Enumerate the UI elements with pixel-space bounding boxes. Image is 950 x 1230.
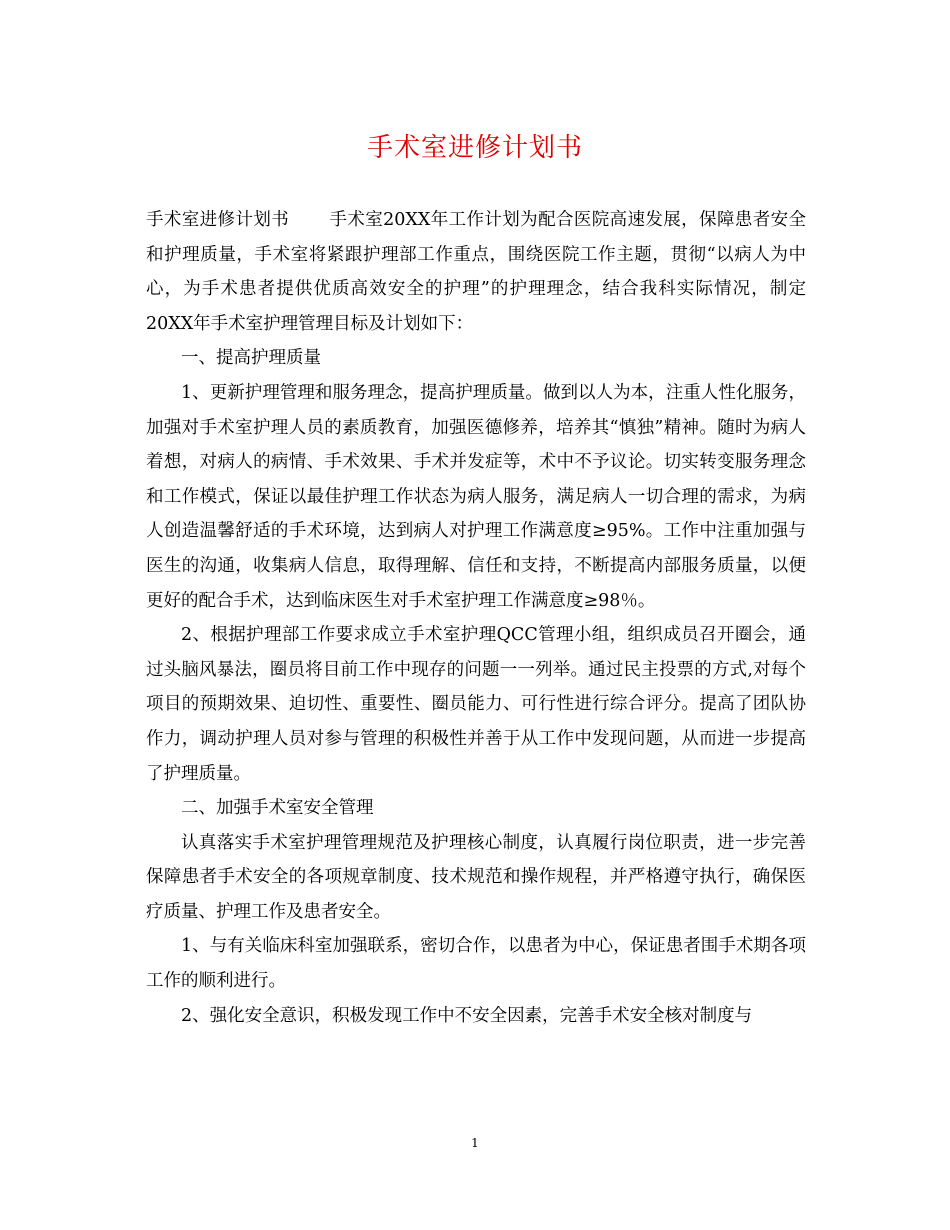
section1-item1: 1、更新护理管理和服务理念，提高护理质量。做到以人为本，注重人性化服务，加强对手术室护理人员的素质教育，加强医德修养，培养其“慎独”精神。随时为病人着想，对病人的病情、手术效果、手术并发症等，术中不予议论。切实转变服务理念和工作模式，保证以最佳护理工作状态为病人服务，满足病人一切合理的需求，为病人创造温馨舒适的手术环境，达到病人对护理工作满意度≥95%。工作中注重加强与医生的沟通，收集病人信息，取得理解、信任和支持，不断提高内部服务质量，以便更好的配合手术，达到临床医生对手术室护理工作满意度≥98％。 bbox=[146, 382, 806, 611]
intro-text: 手术室20XX年工作计划为配合医院高速发展，保障患者安全和护理质量，手术室将紧跟护理部工作重点，围绕医院工作主题，贯彻“以病人为中心，为手术患者提供优质高效安全的护理”的护理理念，结合我科实际情况，制定20XX年手术室护理管理目标及计划如下： bbox=[146, 210, 806, 334]
intro-paragraph bbox=[146, 203, 806, 341]
section2-heading: 二、加强手术室安全管理 bbox=[181, 798, 374, 819]
section1-heading: 一、提高护理质量 bbox=[181, 348, 321, 369]
section2-paragraph: 认真落实手术室护理管理规范及护理核心制度，认真履行岗位职责，进一步完善保障患者手术安全的各项规章制度、技术规范和操作规程，并严格遵守执行，确保医疗质量、护理工作及患者安全。 bbox=[146, 832, 806, 922]
intro-label: 手术室进修计划书 bbox=[146, 210, 290, 230]
section1-item2: 2、根据护理部工作要求成立手术室护理QCC管理小组，组织成员召开圈会，通过头脑风暴法，圈员将目前工作中现存的问题一一列举。通过民主投票的方式,对每个项目的预期效果、迫切性、重要性、圈员能力、可行性进行综合评分。提高了团队协作力，调动护理人员对参与管理的积极性并善于从工作中发现问题，从而进一步提高了护理质量。 bbox=[146, 625, 806, 784]
section2-item1: 1、与有关临床科室加强联系，密切合作，以患者为中心，保证患者围手术期各项工作的顺利进行。 bbox=[146, 936, 806, 992]
section2-item2: 2、强化安全意识，积极发现工作中不安全因素，完善手术安全核对制度与 bbox=[181, 1005, 753, 1026]
document-body bbox=[146, 203, 806, 1033]
page-number: 1 bbox=[471, 1136, 479, 1150]
document-title: 手术室进修计划书 bbox=[366, 133, 583, 163]
